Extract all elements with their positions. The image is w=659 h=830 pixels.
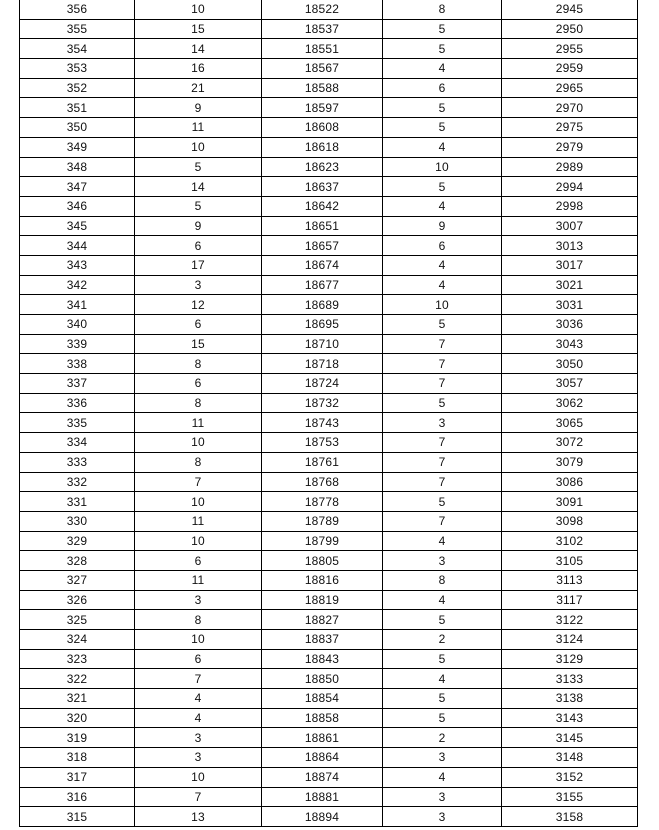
table-row <box>20 118 638 138</box>
count-cell: 6 <box>135 551 262 571</box>
cumulative-count-cell: 18850 <box>262 669 383 689</box>
score-cell: 347 <box>20 177 135 197</box>
count-cell: 3 <box>135 590 262 610</box>
second-cumulative-cell: 3021 <box>502 275 638 295</box>
score-cell: 325 <box>20 610 135 630</box>
cumulative-count-cell: 18724 <box>262 374 383 394</box>
cumulative-count-cell: 18718 <box>262 354 383 374</box>
second-cumulative-cell: 3057 <box>502 374 638 394</box>
cumulative-count-cell: 18861 <box>262 728 383 748</box>
second-count-cell: 6 <box>383 236 502 256</box>
count-cell: 10 <box>135 531 262 551</box>
second-cumulative-cell: 2975 <box>502 118 638 138</box>
cumulative-count-cell: 18689 <box>262 295 383 315</box>
table-row <box>20 610 638 630</box>
second-count-cell: 4 <box>383 275 502 295</box>
score-cell: 330 <box>20 511 135 531</box>
table-row <box>20 275 638 295</box>
score-cell: 348 <box>20 157 135 177</box>
second-cumulative-cell: 3091 <box>502 492 638 512</box>
second-cumulative-cell: 3152 <box>502 767 638 787</box>
second-count-cell: 5 <box>383 39 502 59</box>
second-cumulative-cell: 3098 <box>502 511 638 531</box>
score-cell: 353 <box>20 59 135 79</box>
score-cell: 338 <box>20 354 135 374</box>
second-count-cell: 3 <box>383 807 502 827</box>
count-cell: 12 <box>135 295 262 315</box>
second-cumulative-cell: 2950 <box>502 19 638 39</box>
table-row <box>20 39 638 59</box>
cumulative-count-cell: 18618 <box>262 137 383 157</box>
second-cumulative-cell: 2970 <box>502 98 638 118</box>
count-cell: 3 <box>135 748 262 768</box>
table-row <box>20 531 638 551</box>
score-cell: 323 <box>20 649 135 669</box>
count-cell: 5 <box>135 196 262 216</box>
count-cell: 6 <box>135 315 262 335</box>
table-body <box>20 0 638 826</box>
table-row <box>20 334 638 354</box>
count-cell: 6 <box>135 236 262 256</box>
second-count-cell: 5 <box>383 19 502 39</box>
second-cumulative-cell: 2959 <box>502 59 638 79</box>
second-cumulative-cell: 3086 <box>502 472 638 492</box>
second-count-cell: 4 <box>383 196 502 216</box>
cumulative-count-cell: 18597 <box>262 98 383 118</box>
second-count-cell: 2 <box>383 630 502 650</box>
count-cell: 9 <box>135 216 262 236</box>
second-cumulative-cell: 3079 <box>502 452 638 472</box>
score-cell: 319 <box>20 728 135 748</box>
count-cell: 8 <box>135 393 262 413</box>
count-cell: 13 <box>135 807 262 827</box>
cumulative-count-cell: 18522 <box>262 0 383 19</box>
count-cell: 4 <box>135 708 262 728</box>
table-row <box>20 315 638 335</box>
score-cell: 354 <box>20 39 135 59</box>
score-cell: 317 <box>20 767 135 787</box>
second-cumulative-cell: 3122 <box>502 610 638 630</box>
cumulative-count-cell: 18874 <box>262 767 383 787</box>
second-cumulative-cell: 3148 <box>502 748 638 768</box>
second-cumulative-cell: 3007 <box>502 216 638 236</box>
second-count-cell: 7 <box>383 354 502 374</box>
second-cumulative-cell: 3113 <box>502 570 638 590</box>
second-count-cell: 3 <box>383 748 502 768</box>
second-count-cell: 4 <box>383 531 502 551</box>
second-count-cell: 4 <box>383 669 502 689</box>
count-cell: 7 <box>135 669 262 689</box>
cumulative-count-cell: 18799 <box>262 531 383 551</box>
count-cell: 9 <box>135 98 262 118</box>
score-cell: 352 <box>20 78 135 98</box>
count-cell: 7 <box>135 472 262 492</box>
second-cumulative-cell: 3124 <box>502 630 638 650</box>
table-row <box>20 511 638 531</box>
cumulative-count-cell: 18567 <box>262 59 383 79</box>
count-cell: 6 <box>135 649 262 669</box>
cumulative-count-cell: 18537 <box>262 19 383 39</box>
second-count-cell: 7 <box>383 452 502 472</box>
second-count-cell: 4 <box>383 767 502 787</box>
second-cumulative-cell: 3065 <box>502 413 638 433</box>
cumulative-count-cell: 18778 <box>262 492 383 512</box>
cumulative-count-cell: 18894 <box>262 807 383 827</box>
second-count-cell: 8 <box>383 570 502 590</box>
score-cell: 327 <box>20 570 135 590</box>
score-cell: 337 <box>20 374 135 394</box>
second-cumulative-cell: 3102 <box>502 531 638 551</box>
score-cell: 351 <box>20 98 135 118</box>
second-cumulative-cell: 3138 <box>502 689 638 709</box>
second-count-cell: 2 <box>383 728 502 748</box>
cumulative-count-cell: 18843 <box>262 649 383 669</box>
count-cell: 3 <box>135 275 262 295</box>
table-row <box>20 255 638 275</box>
score-cell: 340 <box>20 315 135 335</box>
score-cell: 324 <box>20 630 135 650</box>
count-cell: 11 <box>135 570 262 590</box>
cumulative-count-cell: 18551 <box>262 39 383 59</box>
table-row <box>20 551 638 571</box>
second-cumulative-cell: 3013 <box>502 236 638 256</box>
table-row <box>20 590 638 610</box>
cumulative-count-cell: 18710 <box>262 334 383 354</box>
second-count-cell: 3 <box>383 787 502 807</box>
second-count-cell: 5 <box>383 689 502 709</box>
second-cumulative-cell: 3143 <box>502 708 638 728</box>
second-count-cell: 3 <box>383 551 502 571</box>
cumulative-count-cell: 18854 <box>262 689 383 709</box>
score-cell: 326 <box>20 590 135 610</box>
count-cell: 7 <box>135 787 262 807</box>
table-row <box>20 433 638 453</box>
score-cell: 333 <box>20 452 135 472</box>
second-count-cell: 5 <box>383 98 502 118</box>
score-cell: 341 <box>20 295 135 315</box>
second-count-cell: 7 <box>383 334 502 354</box>
second-cumulative-cell: 2979 <box>502 137 638 157</box>
score-cell: 315 <box>20 807 135 827</box>
score-cell: 339 <box>20 334 135 354</box>
second-count-cell: 7 <box>383 374 502 394</box>
count-cell: 10 <box>135 492 262 512</box>
second-cumulative-cell: 3072 <box>502 433 638 453</box>
table-row <box>20 137 638 157</box>
cumulative-count-cell: 18642 <box>262 196 383 216</box>
count-cell: 3 <box>135 728 262 748</box>
count-cell: 5 <box>135 157 262 177</box>
table-row <box>20 78 638 98</box>
score-cell: 355 <box>20 19 135 39</box>
table-row <box>20 19 638 39</box>
table-row <box>20 59 638 79</box>
cumulative-count-cell: 18789 <box>262 511 383 531</box>
table-row <box>20 649 638 669</box>
score-cell: 331 <box>20 492 135 512</box>
count-cell: 21 <box>135 78 262 98</box>
table-row <box>20 728 638 748</box>
second-count-cell: 4 <box>383 255 502 275</box>
second-cumulative-cell: 2945 <box>502 0 638 19</box>
table-row <box>20 669 638 689</box>
second-count-cell: 5 <box>383 708 502 728</box>
table-row <box>20 374 638 394</box>
count-cell: 10 <box>135 0 262 19</box>
second-cumulative-cell: 3036 <box>502 315 638 335</box>
cumulative-count-cell: 18753 <box>262 433 383 453</box>
score-cell: 345 <box>20 216 135 236</box>
count-cell: 11 <box>135 413 262 433</box>
score-cell: 336 <box>20 393 135 413</box>
table-row <box>20 236 638 256</box>
score-cell: 328 <box>20 551 135 571</box>
table-row <box>20 748 638 768</box>
second-count-cell: 7 <box>383 511 502 531</box>
second-count-cell: 5 <box>383 610 502 630</box>
count-cell: 15 <box>135 334 262 354</box>
second-count-cell: 5 <box>383 177 502 197</box>
score-cell: 334 <box>20 433 135 453</box>
score-cell: 346 <box>20 196 135 216</box>
count-cell: 8 <box>135 610 262 630</box>
second-count-cell: 5 <box>383 393 502 413</box>
score-cell: 343 <box>20 255 135 275</box>
second-cumulative-cell: 3155 <box>502 787 638 807</box>
table-row <box>20 413 638 433</box>
cumulative-count-cell: 18743 <box>262 413 383 433</box>
score-cell: 316 <box>20 787 135 807</box>
second-count-cell: 4 <box>383 590 502 610</box>
cumulative-count-cell: 18674 <box>262 255 383 275</box>
table-row <box>20 630 638 650</box>
second-count-cell: 5 <box>383 118 502 138</box>
second-cumulative-cell: 3043 <box>502 334 638 354</box>
count-cell: 4 <box>135 689 262 709</box>
score-cell: 321 <box>20 689 135 709</box>
cumulative-count-cell: 18651 <box>262 216 383 236</box>
table-row <box>20 689 638 709</box>
cumulative-count-cell: 18819 <box>262 590 383 610</box>
table-row <box>20 767 638 787</box>
score-cell: 350 <box>20 118 135 138</box>
cumulative-count-cell: 18732 <box>262 393 383 413</box>
count-cell: 10 <box>135 137 262 157</box>
cumulative-count-cell: 18858 <box>262 708 383 728</box>
second-count-cell: 10 <box>383 295 502 315</box>
second-cumulative-cell: 3105 <box>502 551 638 571</box>
score-cell: 332 <box>20 472 135 492</box>
cumulative-count-cell: 18768 <box>262 472 383 492</box>
table-row <box>20 196 638 216</box>
score-cell: 320 <box>20 708 135 728</box>
second-cumulative-cell: 2965 <box>502 78 638 98</box>
second-count-cell: 6 <box>383 78 502 98</box>
second-cumulative-cell: 3062 <box>502 393 638 413</box>
score-cell: 342 <box>20 275 135 295</box>
count-cell: 14 <box>135 39 262 59</box>
count-cell: 6 <box>135 374 262 394</box>
table-row <box>20 452 638 472</box>
count-cell: 8 <box>135 452 262 472</box>
cumulative-count-cell: 18816 <box>262 570 383 590</box>
cumulative-count-cell: 18827 <box>262 610 383 630</box>
count-cell: 8 <box>135 354 262 374</box>
table-row <box>20 393 638 413</box>
second-count-cell: 5 <box>383 492 502 512</box>
cumulative-count-cell: 18677 <box>262 275 383 295</box>
second-cumulative-cell: 2955 <box>502 39 638 59</box>
cumulative-count-cell: 18608 <box>262 118 383 138</box>
second-cumulative-cell: 2998 <box>502 196 638 216</box>
table-row <box>20 177 638 197</box>
cumulative-count-cell: 18837 <box>262 630 383 650</box>
second-cumulative-cell: 3050 <box>502 354 638 374</box>
table-row <box>20 708 638 728</box>
table-row <box>20 787 638 807</box>
cumulative-count-cell: 18588 <box>262 78 383 98</box>
second-cumulative-cell: 3133 <box>502 669 638 689</box>
count-cell: 10 <box>135 433 262 453</box>
table-row <box>20 807 638 827</box>
second-count-cell: 4 <box>383 137 502 157</box>
score-cell: 329 <box>20 531 135 551</box>
score-cell: 356 <box>20 0 135 19</box>
second-count-cell: 5 <box>383 649 502 669</box>
cumulative-count-cell: 18761 <box>262 452 383 472</box>
second-count-cell: 7 <box>383 433 502 453</box>
second-cumulative-cell: 3158 <box>502 807 638 827</box>
second-count-cell: 4 <box>383 59 502 79</box>
table-row <box>20 570 638 590</box>
second-count-cell: 8 <box>383 0 502 19</box>
table-row <box>20 472 638 492</box>
count-cell: 11 <box>135 511 262 531</box>
cumulative-count-cell: 18623 <box>262 157 383 177</box>
count-cell: 16 <box>135 59 262 79</box>
score-cell: 318 <box>20 748 135 768</box>
second-cumulative-cell: 3129 <box>502 649 638 669</box>
second-count-cell: 9 <box>383 216 502 236</box>
cumulative-count-cell: 18637 <box>262 177 383 197</box>
cumulative-count-cell: 18881 <box>262 787 383 807</box>
second-count-cell: 3 <box>383 413 502 433</box>
count-cell: 10 <box>135 630 262 650</box>
score-cell: 335 <box>20 413 135 433</box>
table-row <box>20 216 638 236</box>
table-row <box>20 354 638 374</box>
table-row <box>20 295 638 315</box>
second-cumulative-cell: 3145 <box>502 728 638 748</box>
second-count-cell: 7 <box>383 472 502 492</box>
table-row <box>20 0 638 19</box>
table-row <box>20 492 638 512</box>
count-cell: 11 <box>135 118 262 138</box>
cumulative-count-cell: 18657 <box>262 236 383 256</box>
cumulative-count-cell: 18864 <box>262 748 383 768</box>
second-cumulative-cell: 3117 <box>502 590 638 610</box>
cumulative-count-cell: 18805 <box>262 551 383 571</box>
count-cell: 15 <box>135 19 262 39</box>
score-cell: 322 <box>20 669 135 689</box>
second-count-cell: 10 <box>383 157 502 177</box>
score-distribution-table <box>19 0 638 827</box>
table-row <box>20 98 638 118</box>
score-cell: 349 <box>20 137 135 157</box>
second-cumulative-cell: 2989 <box>502 157 638 177</box>
cumulative-count-cell: 18695 <box>262 315 383 335</box>
second-count-cell: 5 <box>383 315 502 335</box>
table-row <box>20 157 638 177</box>
second-cumulative-cell: 2994 <box>502 177 638 197</box>
count-cell: 14 <box>135 177 262 197</box>
second-cumulative-cell: 3031 <box>502 295 638 315</box>
count-cell: 10 <box>135 767 262 787</box>
score-cell: 344 <box>20 236 135 256</box>
second-cumulative-cell: 3017 <box>502 255 638 275</box>
count-cell: 17 <box>135 255 262 275</box>
